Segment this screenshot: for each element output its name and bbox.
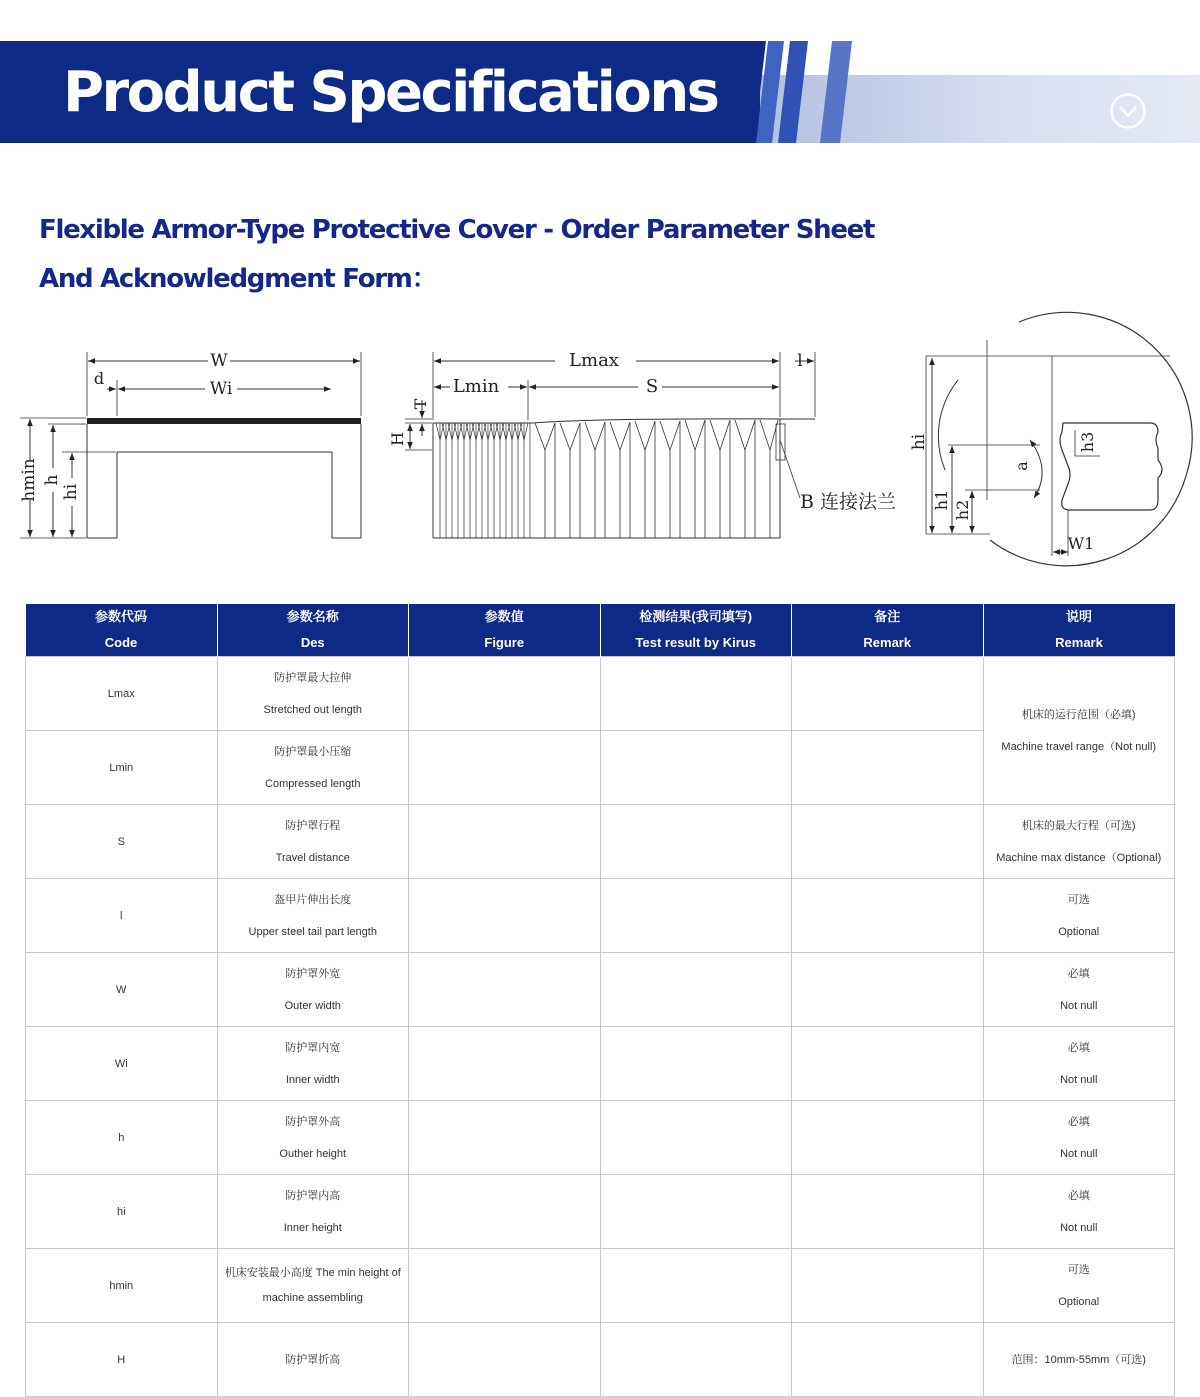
dim-label-S: S xyxy=(645,376,659,397)
figure-cell[interactable] xyxy=(409,657,601,731)
table-row xyxy=(26,1027,1175,1101)
dim-label-H: H xyxy=(388,432,407,446)
dim-label-h2: h2 xyxy=(953,499,972,521)
remark-cell[interactable] xyxy=(792,657,984,731)
dim-label-h3: h3 xyxy=(1078,431,1097,453)
dim-label-detail-hi: hi xyxy=(909,433,929,451)
table-row xyxy=(26,953,1175,1027)
row-description: 防护罩最大拉伸 Stretched out length xyxy=(217,657,409,731)
row-code: H xyxy=(26,1323,218,1397)
row-description: 防护罩折高 xyxy=(217,1323,409,1397)
row-description: 防护罩内高 Inner height xyxy=(217,1175,409,1249)
form-heading xyxy=(39,206,874,304)
figure-cell[interactable] xyxy=(409,953,601,1027)
header-explanation: 说明 Remark xyxy=(983,604,1175,657)
remark-cell[interactable] xyxy=(792,1101,984,1175)
table-row xyxy=(26,1249,1175,1323)
dim-label-Lmax: Lmax xyxy=(569,350,619,371)
header-test-result: 检测结果(我司填写) Test result by Kirus xyxy=(600,604,792,657)
figure-cell[interactable] xyxy=(409,1027,601,1101)
test-result-cell xyxy=(600,1249,792,1323)
dim-label-a: a xyxy=(1012,461,1031,471)
figure-cell[interactable] xyxy=(409,731,601,805)
explanation-cell: 机床的运行范围（必填) Machine travel range（Not null) xyxy=(983,657,1175,805)
dim-label-l: l xyxy=(797,351,803,371)
header-figure: 参数值 Figure xyxy=(409,604,601,657)
row-code: Wi xyxy=(26,1027,218,1101)
dim-label-Wi: Wi xyxy=(209,379,233,399)
table-header-row xyxy=(26,604,1175,657)
page-title: Product Specifications xyxy=(63,60,718,125)
figure-cell[interactable] xyxy=(409,1175,601,1249)
test-result-cell xyxy=(600,953,792,1027)
dim-label-h1: h1 xyxy=(932,489,951,511)
flange-label: B 连接法兰 xyxy=(800,491,897,513)
figure-cell[interactable] xyxy=(409,879,601,953)
test-result-cell xyxy=(600,1101,792,1175)
dim-label-hi: hi xyxy=(61,483,81,501)
figure-cell[interactable] xyxy=(409,805,601,879)
row-description: 机床安装最小高度 The min height of machine assembling xyxy=(217,1249,409,1323)
explanation-cell: 必填 Not null xyxy=(983,1101,1175,1175)
cross-section-drawing xyxy=(20,352,361,538)
remark-cell[interactable] xyxy=(792,731,984,805)
dim-label-T: T xyxy=(411,398,430,410)
remark-cell[interactable] xyxy=(792,1249,984,1323)
explanation-cell: 必填 Not null xyxy=(983,1027,1175,1101)
row-code: Lmin xyxy=(26,731,218,805)
table-row xyxy=(26,879,1175,953)
explanation-cell: 必填 Not null xyxy=(983,1175,1175,1249)
test-result-cell xyxy=(600,879,792,953)
row-description: 盔甲片伸出长度 Upper steel tail part length xyxy=(217,879,409,953)
row-description: 防护罩内宽 Inner width xyxy=(217,1027,409,1101)
row-code: Lmax xyxy=(26,657,218,731)
figure-cell[interactable] xyxy=(409,1249,601,1323)
explanation-cell: 必填 Not null xyxy=(983,953,1175,1027)
figure-cell[interactable] xyxy=(409,1101,601,1175)
dim-label-W1: W1 xyxy=(1067,534,1095,553)
row-description: 防护罩外宽 Outer width xyxy=(217,953,409,1027)
dim-label-h: h xyxy=(42,474,62,486)
test-result-cell xyxy=(600,1027,792,1101)
remark-cell[interactable] xyxy=(792,953,984,1027)
order-parameter-table xyxy=(25,604,1175,1397)
title-banner xyxy=(0,41,1200,143)
header-des: 参数名称 Des xyxy=(217,604,409,657)
explanation-cell: 可选 Optional xyxy=(983,1249,1175,1323)
remark-cell[interactable] xyxy=(792,879,984,953)
test-result-cell xyxy=(600,1175,792,1249)
table-row xyxy=(26,805,1175,879)
dim-label-d: d xyxy=(93,369,105,388)
dim-label-W: W xyxy=(210,351,228,371)
technical-drawings xyxy=(0,310,1200,570)
row-code: W xyxy=(26,953,218,1027)
remark-cell[interactable] xyxy=(792,1027,984,1101)
table-row xyxy=(26,657,1175,731)
explanation-cell: 可选 Optional xyxy=(983,879,1175,953)
test-result-cell xyxy=(600,657,792,731)
test-result-cell xyxy=(600,805,792,879)
remark-cell[interactable] xyxy=(792,1175,984,1249)
header-code: 参数代码 Code xyxy=(26,604,218,657)
row-code: S xyxy=(26,805,218,879)
row-code: l xyxy=(26,879,218,953)
row-description: 防护罩行程 Travel distance xyxy=(217,805,409,879)
test-result-cell xyxy=(600,731,792,805)
form-heading-line-1: Flexible Armor-Type Protective Cover - Order Parameter Sheet xyxy=(39,215,875,245)
row-code: hmin xyxy=(26,1249,218,1323)
table-row xyxy=(26,1175,1175,1249)
row-code: h xyxy=(26,1101,218,1175)
chevron-down-circle-icon[interactable] xyxy=(1110,93,1146,129)
explanation-cell: 机床的最大行程（可选) Machine max distance（Optional) xyxy=(983,805,1175,879)
table-row xyxy=(26,1101,1175,1175)
header-remark: 备注 Remark xyxy=(792,604,984,657)
row-description: 防护罩最小压缩 Compressed length xyxy=(217,731,409,805)
detail-drawing xyxy=(926,312,1192,565)
remark-cell[interactable] xyxy=(792,805,984,879)
dim-label-hmin: hmin xyxy=(19,458,39,502)
row-description: 防护罩外高 Outher height xyxy=(217,1101,409,1175)
dim-label-Lmin: Lmin xyxy=(452,376,500,397)
row-code: hi xyxy=(26,1175,218,1249)
form-heading-line-2: And Acknowledgment Form： xyxy=(39,264,437,294)
explanation-cell: 范围：10mm-55mm（可选) xyxy=(983,1323,1175,1397)
